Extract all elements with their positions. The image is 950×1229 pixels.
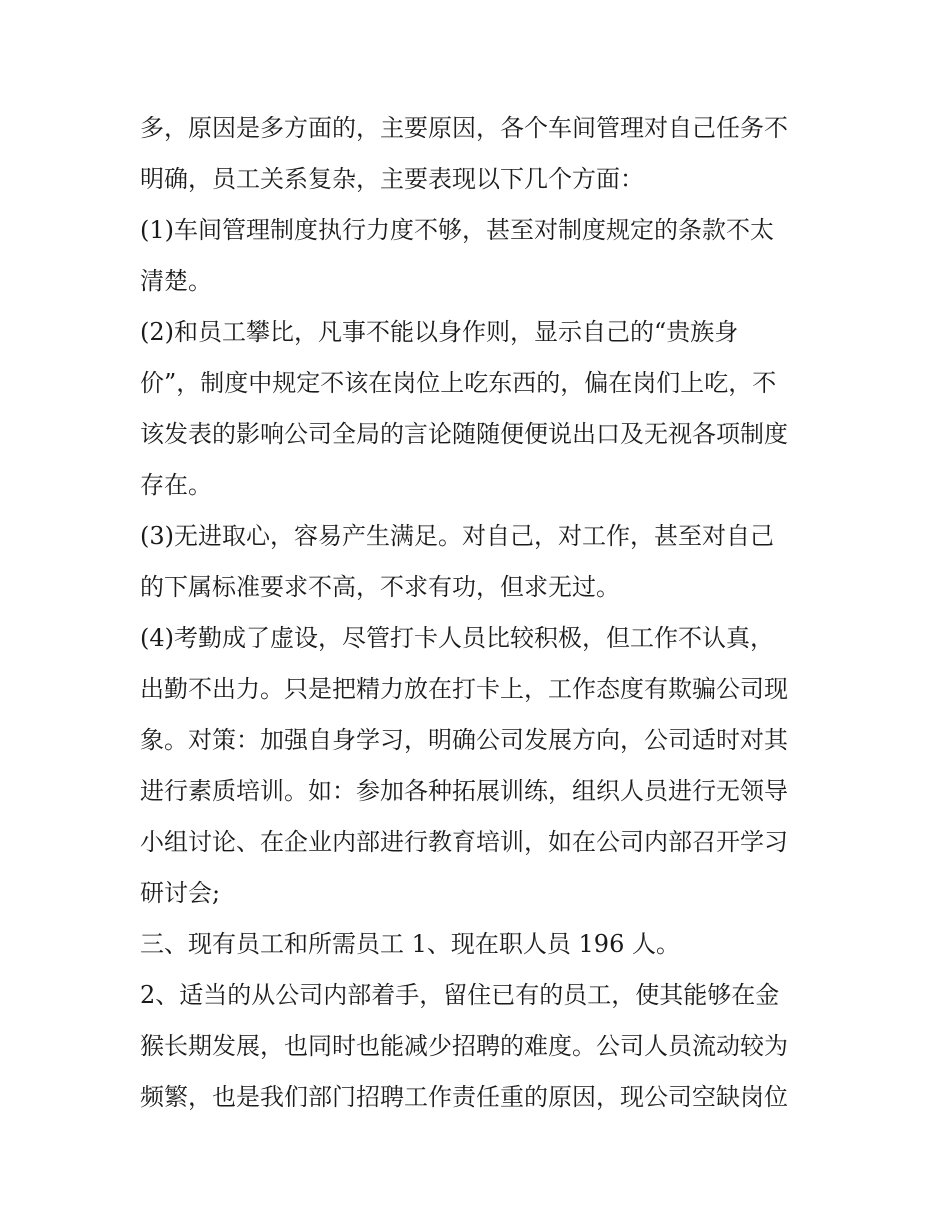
text-line-16: 研讨会; [140, 879, 221, 907]
text-line-4: 清楚。 [140, 267, 212, 295]
text-line-6: 价”，制度中规定不该在岗位上吃东西的，偏在岗们上吃，不 [140, 369, 777, 397]
text-line-18: 2、适当的从公司内部着手，留住已有的员工，使其能够在金 [140, 981, 780, 1009]
text-line-17: 三、现有员工和所需员工 1、现在职人员 196 人。 [140, 930, 680, 958]
text-line-10: 的下属标准要求不高，不求有功，但求无过。 [140, 573, 620, 601]
text-line-8: 存在。 [140, 471, 212, 499]
text-line-15: 小组讨论、在企业内部进行教育培训，如在公司内部召开学习 [140, 828, 788, 856]
text-line-14: 进行素质培训。如：参加各种拓展训练，组织人员进行无领导 [140, 777, 788, 805]
text-line-12: 出勤不出力。只是把精力放在打卡上，工作态度有欺骗公司现 [140, 675, 788, 703]
text-line-13: 象。对策：加强自身学习，明确公司发展方向，公司适时对其 [140, 726, 788, 754]
text-line-9: (3)无进取心，容易产生满足。对自己，对工作，甚至对自己 [140, 522, 774, 550]
text-line-5: (2)和员工攀比，凡事不能以身作则，显示自己的“贵族身 [140, 318, 739, 346]
text-line-19: 猴长期发展，也同时也能减少招聘的难度。公司人员流动较为 [140, 1032, 788, 1060]
text-line-1: 多，原因是多方面的，主要原因，各个车间管理对自己任务不 [140, 114, 788, 142]
text-line-11: (4)考勤成了虚设，尽管打卡人员比较积极，但工作不认真， [140, 624, 774, 652]
text-line-7: 该发表的影响公司全局的言论随随便便说出口及无视各项制度 [140, 420, 788, 448]
text-line-20: 频繁，也是我们部门招聘工作责任重的原因，现公司空缺岗位 [140, 1083, 788, 1111]
text-line-2: 明确，员工关系复杂，主要表现以下几个方面： [140, 165, 644, 193]
text-line-3: (1)车间管理制度执行力度不够，甚至对制度规定的条款不太 [140, 216, 774, 244]
